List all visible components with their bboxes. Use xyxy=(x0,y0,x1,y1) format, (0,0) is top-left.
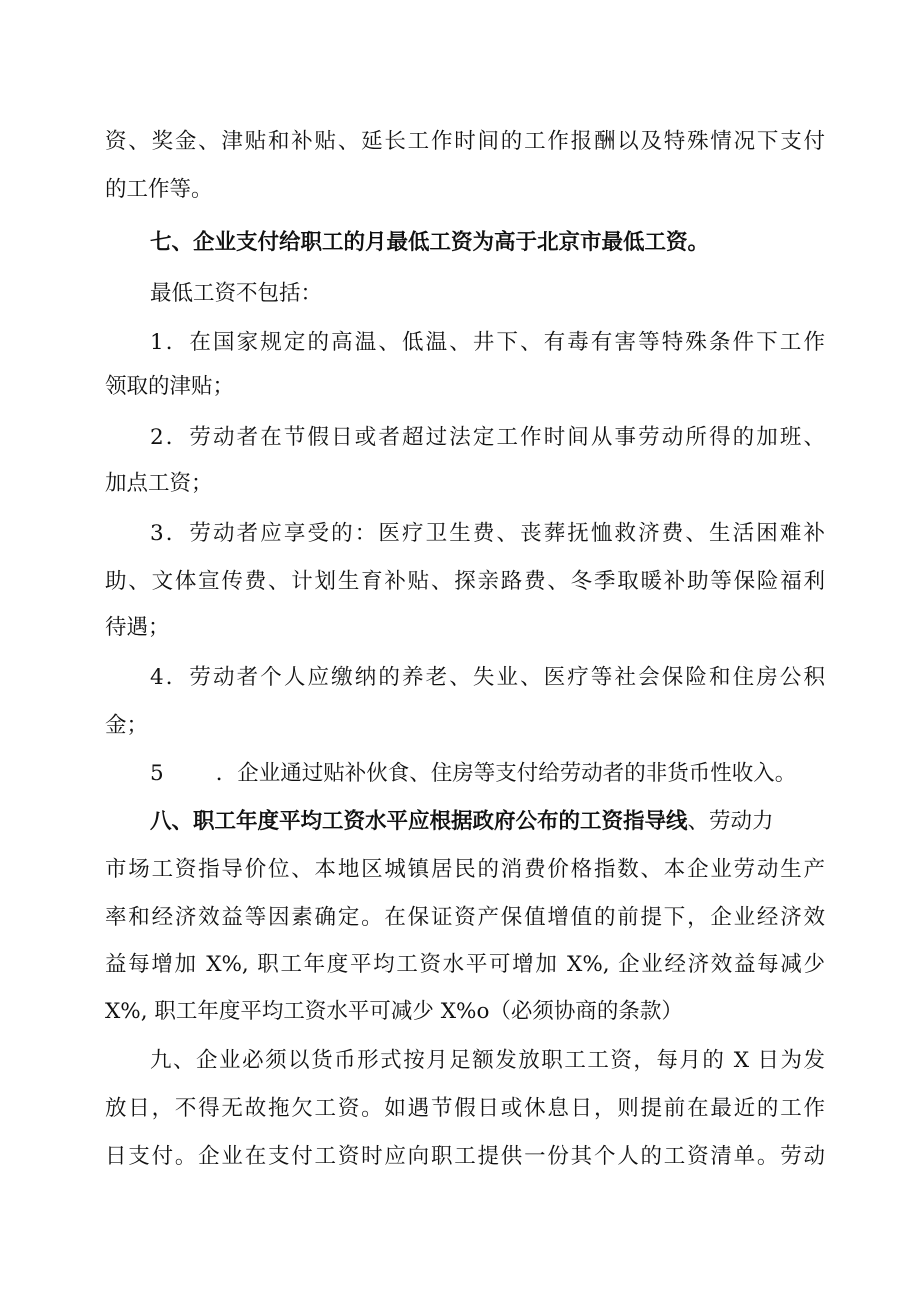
list-item-2 xyxy=(150,423,825,453)
list-item-1 xyxy=(150,328,825,358)
list-item-text: 2．劳动者在节假日或者超过法定工作时间从事劳动所得的加班、 xyxy=(150,425,825,450)
text-line: X%, 职工年度平均工资水平可减少 X%o（必须协商的条款） xyxy=(105,999,683,1024)
list-item-text: 3．劳动者应享受的：医疗卫生费、丧葬抚恤救济费、生活困难补 xyxy=(150,521,825,546)
section-heading-7: 七、企业支付给职工的月最低工资为高于北京市最低工资。 xyxy=(150,230,710,255)
text-line: 放日，不得无故拖欠工资。如遇节假日或休息日，则提前在最近的工作 xyxy=(105,1096,825,1121)
section-heading-bold: 八、职工年度平均工资水平应根据政府公布的工资指导线 xyxy=(150,809,688,834)
text-line: 率和经济效益等因素确定。在保证资产保值增值的前提下，企业经济效 xyxy=(105,905,825,930)
text-line: 金； xyxy=(105,713,149,738)
text-line: 最低工资不包括： xyxy=(150,281,323,306)
text-line: 益每增加 X%, 职工年度平均工资水平可增加 X%, 企业经济效益每减少 xyxy=(105,952,825,977)
list-number: 5 xyxy=(150,761,164,786)
text-line: 助、文体宣传费、计划生育补贴、探亲路费、冬季取暖补助等保险福利 xyxy=(105,569,825,594)
paragraph-text: 九、企业必须以货币形式按月足额发放职工工资，每月的 X 日为发 xyxy=(150,1048,825,1073)
list-item-4 xyxy=(150,663,825,693)
section-heading-rest: 、劳动力 xyxy=(687,809,774,834)
text-line: 日支付。企业在支付工资时应向职工提供一份其个人的工资清单。劳动 xyxy=(105,1144,825,1169)
text-line: 的工作等。 xyxy=(105,177,213,202)
list-item-text: 4．劳动者个人应缴纳的养老、失业、医疗等社会保险和住房公积 xyxy=(150,665,825,690)
section-heading-9 xyxy=(150,1046,825,1076)
section-heading-8 xyxy=(150,807,825,837)
text-line: 市场工资指导价位、本地区城镇居民的消费价格指数、本企业劳动生产 xyxy=(105,857,825,882)
list-item-5 xyxy=(150,759,870,789)
text-line: 资、奖金、津贴和补贴、延长工作时间的工作报酬以及特殊情况下支付 xyxy=(105,129,825,154)
list-item-text: ．企业通过贴补伙食、住房等支付给劳动者的非货币性收入。 xyxy=(215,761,797,786)
list-item-3 xyxy=(150,519,825,549)
text-line: 领取的津贴； xyxy=(105,374,235,399)
text-line: 待遇； xyxy=(105,615,170,640)
list-item-text: 1．在国家规定的高温、低温、井下、有毒有害等特殊条件下工作 xyxy=(150,330,825,355)
text-line: 加点工资； xyxy=(105,471,213,496)
